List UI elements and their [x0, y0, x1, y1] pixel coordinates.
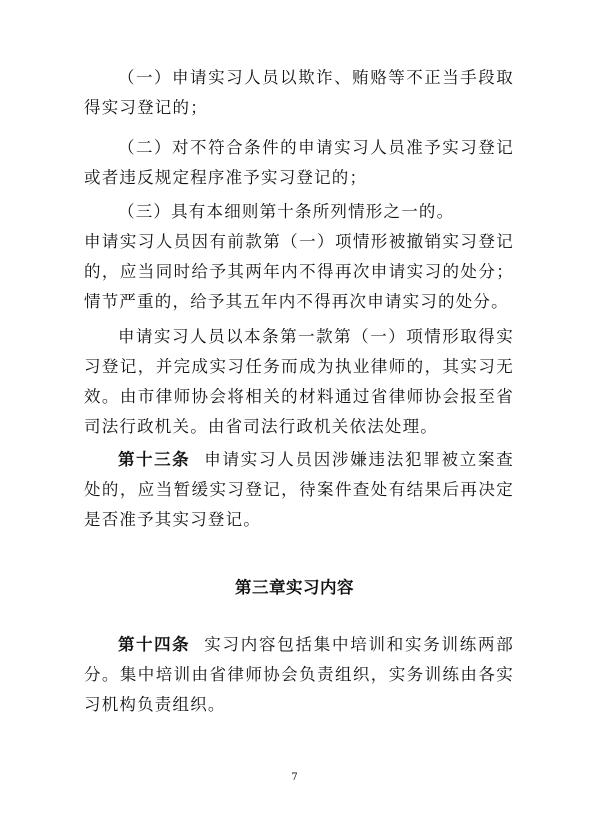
article-13	[84, 445, 514, 535]
page-number: 7	[291, 772, 298, 783]
revocation-penalty-paragraph: 申请实习人员因有前款第（一）项情形被撤销实习登记的，应当同时给予其两年内不得再次申请实习的处分；情节严重的，给予其五年内不得再次申请实习的处分。	[84, 232, 514, 311]
article-13-label: 第十三条	[118, 450, 191, 469]
clause-3: （三）具有本细则第十条所列情形之一的。	[118, 202, 455, 221]
article-13-text: 申请实习人员因涉嫌违法犯罪被立案查处的，应当暂缓实习登记，待案件查处有结果后再决定是否准予其实习登记。	[84, 450, 514, 529]
article-14	[84, 630, 514, 720]
chapter-title: 第三章实习内容	[235, 578, 354, 597]
clause-1: （一）申请实习人员以欺诈、贿赂等不正当手段取得实习登记的；	[84, 68, 514, 117]
article-14-label: 第十四条	[118, 635, 191, 654]
invalid-internship-paragraph: 申请实习人员以本条第一款第（一）项情形取得实习登记，并完成实习任务而成为执业律师的，其实习无效。由市律师协会将相关的材料通过省律师协会报至省司法行政机关。由省司法行政机关依法处理。	[84, 327, 514, 436]
clause-2: （二）对不符合条件的申请实习人员准予实习登记或者违反规定程序准予实习登记的；	[84, 138, 514, 187]
article-14-text: 实习内容包括集中培训和实务训练两部分。集中培训由省律师协会负责组织，实务训练由各实习机构负责组织。	[84, 635, 514, 714]
